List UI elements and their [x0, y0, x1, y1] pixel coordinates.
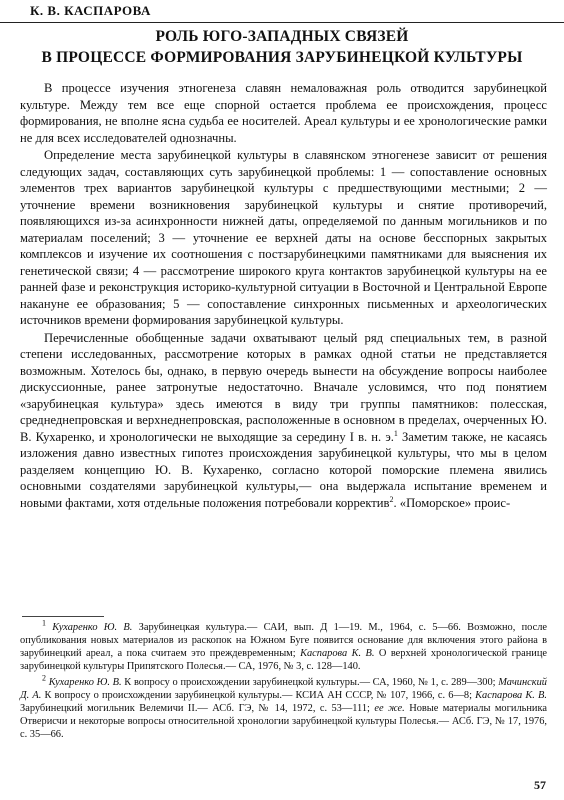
footnote-2-text-3: Зарубинецкий могильник Велемичи II.— АСб. ГЭ, № 14, 1972, с. 53—111;: [20, 703, 375, 714]
paragraph-1: В процессе изучения этногенеза славян немаловажная роль отводится зарубинецкой культуре. Между тем все еще спорной остается проблема ее происхождения, процесс формирования, не вполне ясна судьба ее носителей. Ареал культуры и ее хронологические рамки не для всех исследователей однозначны.: [20, 81, 547, 145]
paragraph-2: Определение места зарубинецкой культуры в славянском этногенезе зависит от решения следующих задач, составляющих суть зарубинецкой проблемы: 1 — сопоставление основных элементов трех вариантов зарубинецкой культуры с предшествующими местными; 2 — уточнение времени возникновения зарубинецкой культуры и снятие противоречий, появляющихся из-за асинхронности нижней даты, определяемой по данным могильников и по материалам поселений; 3 — уточнение ее верхней даты на основе бесспорных закрытых комплексов и изучение их соотношения с постзарубинецкими памятниками для выяснения их генетической связи; 4 — рассмотрение широкого круга контактов зарубинецкой культуры на ее ранней фазе и реконструкция историко-культурной ситуации в Восточной и Центральной Европе накануне ее образования; 5 — сопоставление синхронных письменных и археологических источников времени формирования зарубинецкой культуры.: [20, 148, 547, 327]
footnote-1-author-1: Кухаренко Ю. В.: [52, 622, 133, 633]
article-title-line-1: РОЛЬ ЮГО-ЗАПАДНЫХ СВЯЗЕЙ: [155, 28, 409, 45]
footnote-ref-2[interactable]: 2: [389, 494, 394, 504]
page-number: 57: [534, 778, 546, 792]
footnote-1-number: 1: [42, 618, 46, 628]
paragraph-3-part-b: Заметим также, не касаясь изложения давно известных гипотез происхождения зарубинецкой культуры, что мы в целом разделяем концепцию Ю. В. Кухаренко, согласно которой поморские племена явились основными создателями зарубинецкой культуры,— она выдержала испытание временем и новыми фактами, хотя отдельные положения потребовали корректив: [20, 429, 547, 510]
footnote-1-text-2: О верхней хронологической границе зарубинецкой культуры Припятского Полесья.— СА, 1976, № 3, с. 128—140.: [20, 648, 548, 672]
footnote-1-author-2: Каспарова К. В.: [300, 648, 375, 659]
footnote-divider: [22, 616, 104, 617]
running-header: [0, 0, 564, 23]
footnote-2-text-1: К вопросу о происхождении зарубинецкой культуры.— СА, 1960, № 1, с. 289—300;: [121, 677, 499, 688]
paragraph-3-part-a: Перечисленные обобщенные задачи охватывают целый ряд специальных тем, в разной степени исследованных, рассмотрение которых в рамках одной статьи не представляется возможным. Хотелось бы, однако, в первую очередь вынести на обсуждение вопросы наиболее дискуссионные, ранее затронутые недостаточно. Вначале условимся, что под понятием «зарубинецкая культура» здесь имеются в виду три группы памятников: полесская, среднеднепровская и верхнеднепровская, расположенные в основном в пределах, очерченных Ю. В. Кухаренко, и хронологически не выходящие за середину I в. н. э.: [20, 330, 547, 444]
footnote-2-author-3: Каспарова К. В.: [475, 690, 547, 701]
paragraph-3: [20, 330, 547, 512]
footnote-1-text-1: Зарубинецкая культура.— САИ, вып. Д 1—19. М., 1964, с. 5—66. Возможно, после опубликования новых материалов из раскопок на Южном Буге появится основание для включения этого района в зарубинецкий ареал, а пока считаем это преждевременным;: [20, 622, 547, 659]
footnote-2-number: 2: [42, 673, 46, 683]
article-title: [20, 26, 544, 68]
article-body: [20, 80, 547, 511]
article-title-line-2: В ПРОЦЕССЕ ФОРМИРОВАНИЯ ЗАРУБИНЕЦКОЙ КУЛЬТУРЫ: [41, 49, 523, 66]
footnote-1: [20, 618, 548, 673]
footnote-ref-1[interactable]: 1: [393, 428, 398, 438]
footnotes: [20, 618, 548, 741]
footnote-2-text-2: К вопросу о происхождении зарубинецкой культуры.— КСИА АН СССР, № 107, 1966, с. 6—8;: [41, 690, 476, 701]
footnote-2-author-1: Кухаренко Ю. В.: [48, 677, 122, 688]
paragraph-3-part-c: . «Поморское» проис-: [393, 495, 511, 510]
author-name: К. В. КАСПАРОВА: [30, 3, 151, 18]
footnote-2-text-4: Новые материалы могильника Отверисчи и некоторые вопросы относительной хронологии зарубинецкой культуры Полесья.— АСб. ГЭ, № 17, 1976, с. 35—66.: [20, 703, 547, 740]
footnote-2-author-4: ее же.: [374, 703, 405, 714]
footnote-2: [20, 673, 547, 741]
footnote-2-author-2: Мачинский Д. А.: [20, 677, 547, 701]
